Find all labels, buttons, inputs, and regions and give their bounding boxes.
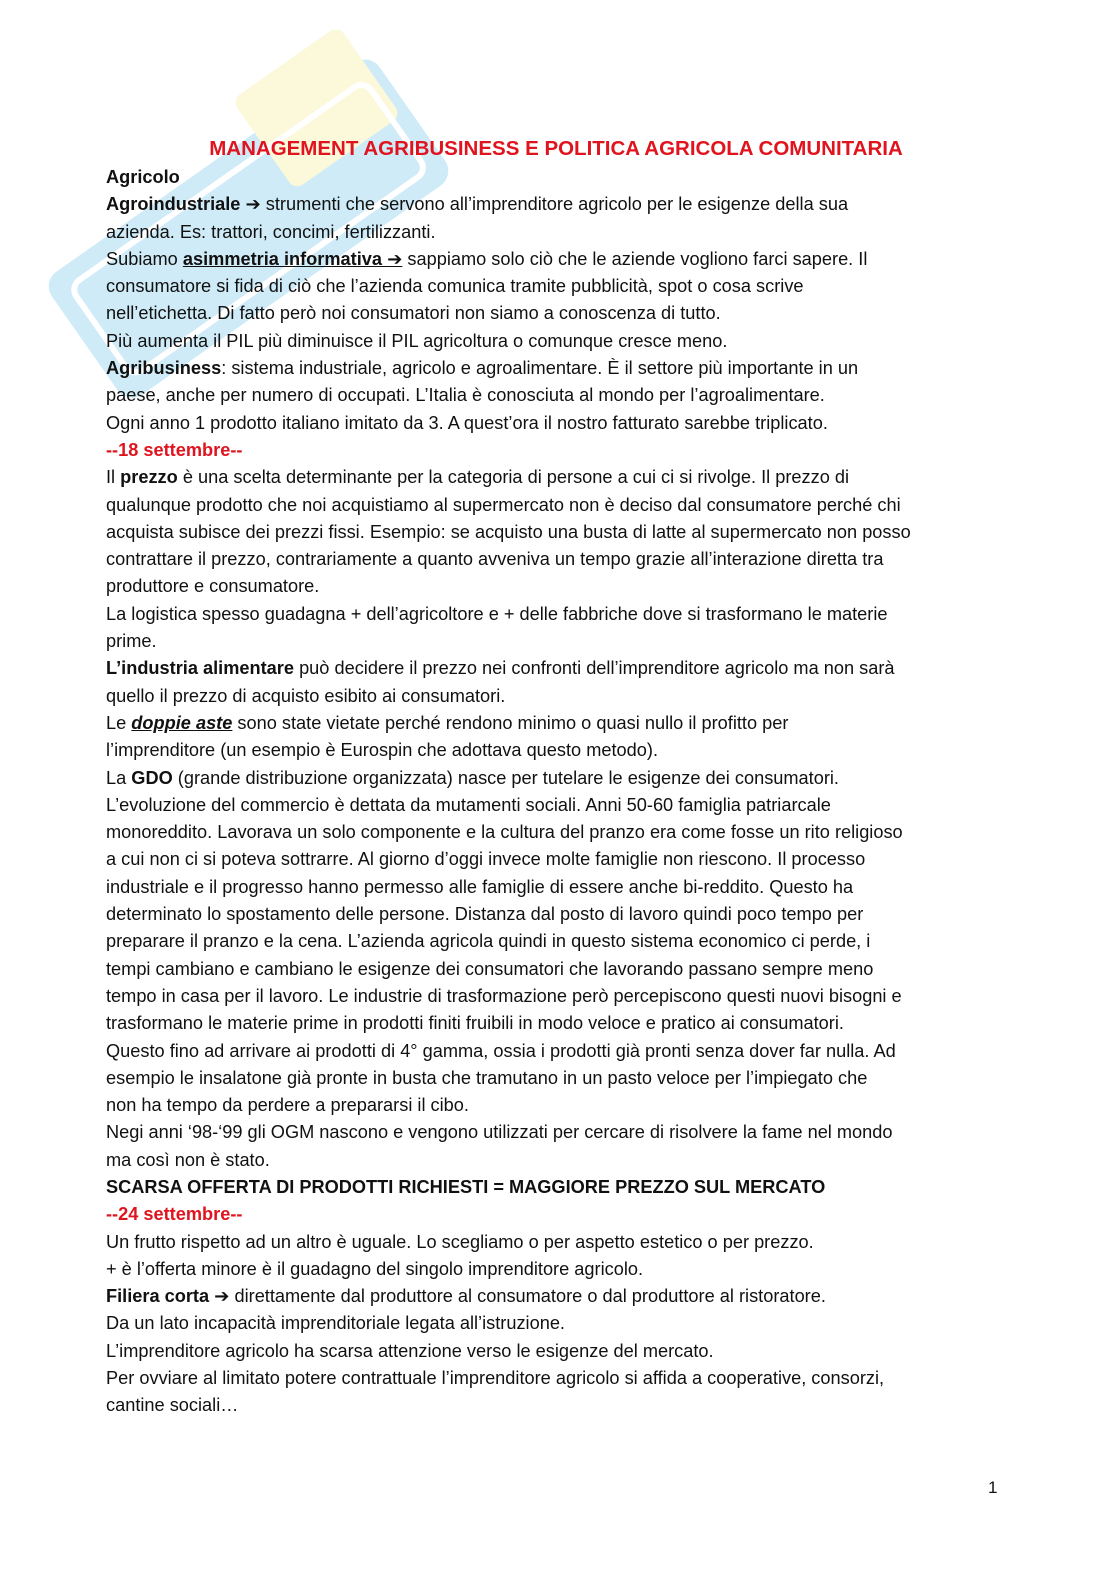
term-gdo: GDO bbox=[131, 767, 173, 788]
arrow-right-icon: ➔ bbox=[214, 1286, 230, 1307]
paragraph-line: qualunque prodotto che noi acquistiamo al supermercato non è deciso dal consumatore perché chi bbox=[106, 494, 901, 515]
paragraph-line: non ha tempo da perdere a prepararsi il cibo. bbox=[106, 1095, 469, 1116]
paragraph-line: prime. bbox=[106, 631, 157, 652]
paragraph-line: produttore e consumatore. bbox=[106, 576, 320, 597]
date-heading: --24 settembre-- bbox=[106, 1204, 243, 1225]
paragraph-line: preparare il pranzo e la cena. L’azienda agricola quindi in questo sistema economico ci perde, i bbox=[106, 931, 871, 952]
paragraph-line: Per ovviare al limitato potere contrattuale l’imprenditore agricolo si affida a cooperative, consorzi, bbox=[106, 1368, 885, 1389]
term-filiera-corta: Filiera corta bbox=[106, 1286, 210, 1307]
paragraph-line: paese, anche per numero di occupati. L’Italia è conosciuta al mondo per l’agroalimentare. bbox=[106, 385, 825, 406]
text: Il bbox=[106, 467, 116, 488]
paragraph-line: cantine sociali… bbox=[106, 1395, 239, 1416]
paragraph-line: monoreddito. Lavorava un solo componente e la cultura del pranzo era come fosse un rito religioso bbox=[106, 822, 903, 843]
paragraph-line: nell’etichetta. Di fatto però noi consumatori non siamo a conoscenza di tutto. bbox=[106, 303, 721, 324]
bold-statement: SCARSA OFFERTA DI PRODOTTI RICHIESTI = MAGGIORE PREZZO SUL MERCATO bbox=[106, 1176, 826, 1197]
text: strumenti che servono all’imprenditore agricolo per le esigenze della sua bbox=[265, 194, 849, 215]
term-agroindustriale: Agroindustriale bbox=[106, 194, 241, 215]
text: : sistema industriale, agricolo e agroalimentare. È il settore più importante in un bbox=[221, 358, 859, 379]
paragraph-line: azienda. Es: trattori, concimi, fertilizzanti. bbox=[106, 221, 436, 242]
heading-agricolo: Agricolo bbox=[106, 167, 180, 187]
paragraph-line: contrattare il prezzo, contrariamente a quanto avveniva un tempo grazie all’interazione diretta tra bbox=[106, 549, 884, 570]
paragraph-line: a cui non ci si poteva sottrarre. Al giorno d’oggi invece molte famiglie non riescono. Il processo bbox=[106, 849, 866, 870]
paragraph-line: esempio le insalatone già pronte in busta che tramutano in un pasto veloce per l’impiegato che bbox=[106, 1067, 868, 1088]
text: è una scelta determinante per la categoria di persone a cui ci si rivolge. Il prezzo di bbox=[182, 467, 850, 488]
term-industria-alimentare: L’industria alimentare bbox=[106, 658, 294, 679]
paragraph-line: tempi cambiano e cambiano le esigenze dei consumatori che lavorando passano sempre meno bbox=[106, 958, 874, 979]
term-agribusiness: Agribusiness bbox=[106, 358, 222, 379]
paragraph-line: ma così non è stato. bbox=[106, 1149, 270, 1170]
term-doppie-aste: doppie aste bbox=[131, 712, 233, 733]
paragraph-line: tempo in casa per il lavoro. Le industrie di trasformazione però percepiscono questi nuovi bisogni e bbox=[106, 985, 902, 1006]
text: Le bbox=[106, 712, 127, 733]
text: sappiamo solo ciò che le aziende vogliono farci sapere. Il bbox=[407, 248, 868, 269]
text: direttamente dal produttore al consumatore o dal produttore al ristoratore. bbox=[234, 1286, 826, 1307]
paragraph-line: acquista subisce dei prezzi fissi. Esempio: se acquisto una busta di latte al supermercato non posso bbox=[106, 521, 911, 542]
paragraph-line: Più aumenta il PIL più diminuisce il PIL agricoltura o comunque cresce meno. bbox=[106, 330, 728, 351]
arrow-right-icon: ➔ bbox=[387, 248, 403, 269]
paragraph-line bbox=[106, 246, 1006, 273]
paragraph-line: + è l’offerta minore è il guadagno del singolo imprenditore agricolo. bbox=[106, 1258, 644, 1279]
paragraph-line: L’evoluzione del commercio è dettata da mutamenti sociali. Anni 50-60 famiglia patriarcale bbox=[106, 794, 831, 815]
text: Subiamo bbox=[106, 248, 178, 269]
document-title: MANAGEMENT AGRIBUSINESS E POLITICA AGRICOLA COMUNITARIA bbox=[209, 137, 903, 160]
paragraph-line: Da un lato incapacità imprenditoriale legata all’istruzione. bbox=[106, 1313, 565, 1334]
paragraph-line: Negi anni ‘98-‘99 gli OGM nascono e vengono utilizzati per cercare di risolvere la fame nel mondo bbox=[106, 1122, 893, 1143]
date-heading: --18 settembre-- bbox=[106, 439, 243, 460]
text: La bbox=[106, 767, 127, 788]
paragraph-line bbox=[106, 710, 1006, 737]
paragraph-line: l’imprenditore (un esempio è Eurospin che adottava questo metodo). bbox=[106, 740, 659, 761]
paragraph-line: Ogni anno 1 prodotto italiano imitato da 3. A quest’ora il nostro fatturato sarebbe triplicato. bbox=[106, 412, 828, 433]
paragraph-line bbox=[106, 655, 1006, 682]
paragraph-line bbox=[106, 765, 1006, 792]
paragraph-line bbox=[106, 1283, 1006, 1310]
paragraph-line bbox=[106, 464, 1006, 491]
page-number: 1 bbox=[988, 1478, 998, 1497]
paragraph-line: Un frutto rispetto ad un altro è uguale. Lo scegliamo o per aspetto estetico o per prezzo. bbox=[106, 1231, 814, 1252]
document-page bbox=[106, 134, 1006, 1420]
paragraph-line bbox=[106, 355, 1006, 382]
paragraph-line: quello il prezzo di acquisto esibito ai consumatori. bbox=[106, 685, 506, 706]
paragraph-line: determinato lo spostamento delle persone. Distanza dal posto di lavoro quindi poco tempo per bbox=[106, 904, 864, 925]
text: sono state vietate perché rendono minimo o quasi nullo il profitto per bbox=[237, 712, 789, 733]
paragraph-line: industriale e il progresso hanno permesso alle famiglie di essere anche bi-reddito. Questo ha bbox=[106, 876, 854, 897]
text: (grande distribuzione organizzata) nasce per tutelare le esigenze dei consumatori. bbox=[177, 767, 839, 788]
paragraph-line: La logistica spesso guadagna + dell’agricoltore e + delle fabbriche dove si trasformano le materie bbox=[106, 603, 888, 624]
arrow-right-icon: ➔ bbox=[245, 194, 261, 215]
paragraph-line: consumatore si fida di ciò che l’azienda comunica tramite pubblicità, spot o cosa scrive bbox=[106, 276, 804, 297]
paragraph-line: L’imprenditore agricolo ha scarsa attenzione verso le esigenze del mercato. bbox=[106, 1340, 714, 1361]
text: può decidere il prezzo nei confronti dell’imprenditore agricolo ma non sarà bbox=[299, 658, 895, 679]
paragraph-line bbox=[106, 191, 1006, 218]
term-asimmetria-informativa: asimmetria informativa ➔ bbox=[182, 248, 403, 269]
paragraph-line: Questo fino ad arrivare ai prodotti di 4° gamma, ossia i prodotti già pronti senza dover far nulla. Ad bbox=[106, 1040, 896, 1061]
paragraph-line: trasformano le materie prime in prodotti finiti fruibili in modo veloce e pratico ai consumatori. bbox=[106, 1013, 844, 1034]
term-prezzo: prezzo bbox=[120, 467, 178, 488]
